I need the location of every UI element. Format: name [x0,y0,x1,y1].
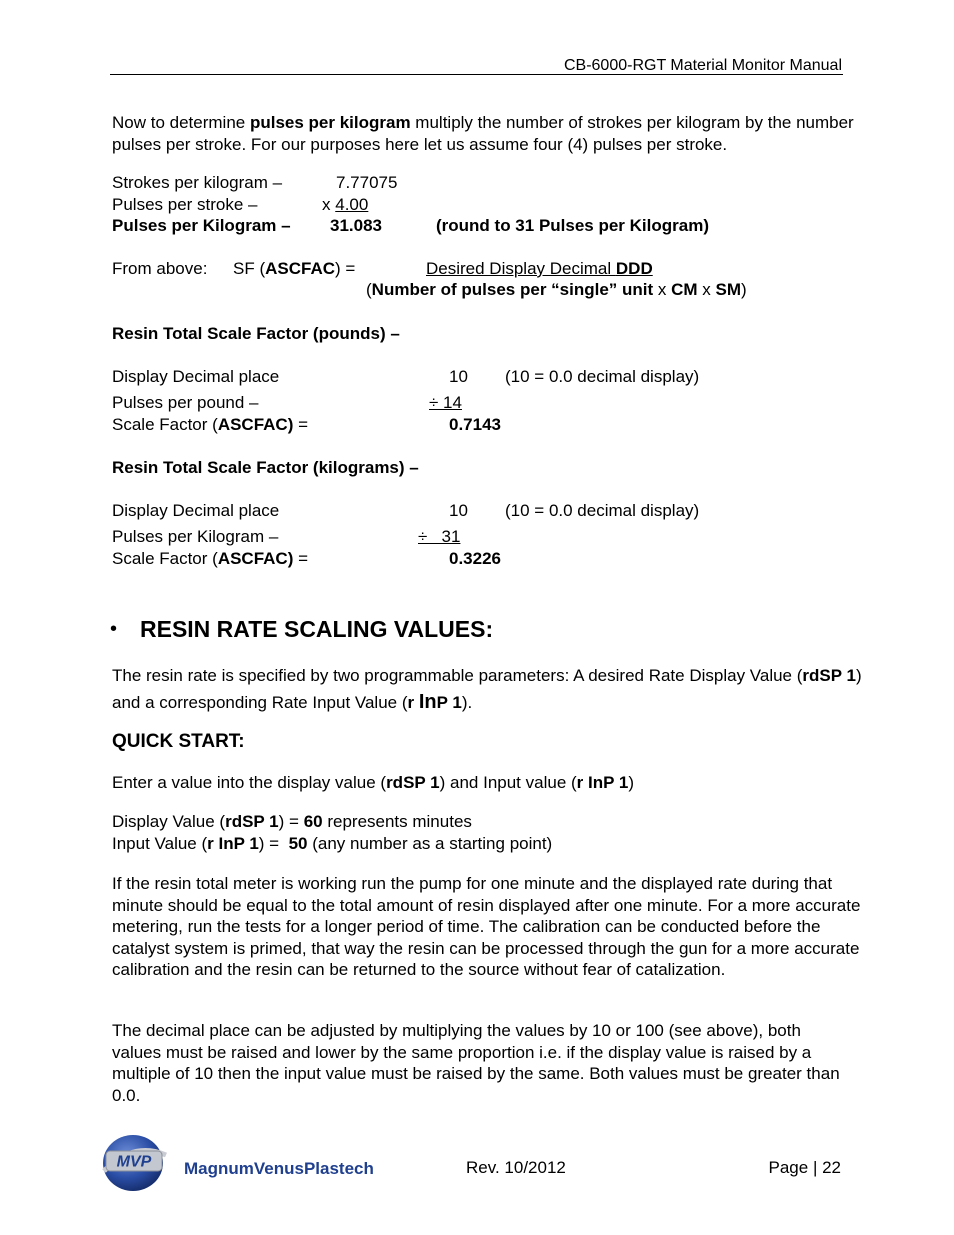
sf-pre: SF ( [233,259,266,278]
q1-bold-1: rdSP 1 [386,773,440,792]
dv-bold-1: rdSP 1 [225,812,279,831]
sf-post: ) = [335,259,356,278]
rate-p-text-1: The resin rate is specified by two programmable parameters: A desired Rate Display Value ( [112,666,803,685]
kg-pk-label: Pulses per Kilogram – [112,527,279,546]
intro-text-2: multiply the number of strokes per kilogram by the number pulses per stroke. For our purposes here let us assume four (4) pulses per stroke. [112,113,854,154]
page-number: Page | 22 [768,1158,841,1177]
den-close: ) [741,280,747,299]
den-bold-2: CM [671,280,698,299]
iv-text-1: Input Value ( [112,834,208,853]
kg-sf-bold: ASCFAC) [217,549,294,568]
display-value-line [112,812,472,832]
logo-company-name: MagnumVenusPlastech [184,1159,374,1178]
strokes-label: Strokes per kilogram – [112,173,283,192]
kg-sf-value: 0.3226 [449,549,501,568]
logo-badge-text: MVP [116,1153,152,1171]
q1-bold-2: r InP 1 [576,773,629,792]
iv-text-2: ) = [258,834,289,853]
quick-paragraph-1: If the resin total meter is working run the pump for one minute and the displayed rate during that minute should be equal to the total amount of resin displayed after one minute. For a more accurate metering, run the tests for a longer period of time. The calibration can be conducted before the catalyst system is primed, that way the resin can be processed through the gun for a more accurate calibration and the resin can be returned to the source without fear of catalization. [112,874,861,979]
numerator-bold: DDD [615,259,653,278]
kg-ddp-value: 10 [449,501,468,520]
pounds-sf-bold: ASCFAC) [217,415,294,434]
rate-p-text-3: ). [461,693,473,712]
pulses-value: 4.00 [335,195,369,214]
pounds-ddp-note: (10 = 0.0 decimal display) [505,367,700,386]
rate-heading: RESIN RATE SCALING VALUES: [140,616,494,642]
header-rule [110,74,843,75]
pounds-sf-post: = [293,415,309,434]
dv-bold-2: 60 [303,812,323,831]
den-bold-1: Number of pulses per “single” unit [371,280,654,299]
ppk-value: 31.083 [330,216,382,235]
kg-sf-label [112,549,308,569]
pounds-sf-value: 0.7143 [449,415,501,434]
numerator-text: Desired Display Decimal [426,259,616,278]
sf-formula [233,259,355,279]
pounds-pp-label: Pulses per pound – [112,393,259,412]
rate-p-text-2: ) and a corresponding Rate Input Value ( [112,666,862,712]
iv-bold-1: r InP 1 [207,834,259,853]
den-bold-3: SM [715,280,742,299]
intro-paragraph [112,112,872,155]
intro-bold: pulses per kilogram [249,113,411,132]
iv-bold-2: 50 [288,834,308,853]
pulses-value-wrap [322,195,368,215]
rate-paragraph [112,662,872,716]
den-x-1: x [653,280,672,299]
formula-denominator [366,280,747,300]
ppk-label: Pulses per Kilogram – [112,216,291,235]
pounds-heading: Resin Total Scale Factor (pounds) – [112,324,400,343]
kg-ddp-note: (10 = 0.0 decimal display) [505,501,700,520]
bullet-icon: • [110,618,118,640]
den-open: ( [366,280,372,299]
sf-bold: ASCFAC [265,259,336,278]
iv-text-3: (any number as a starting point) [307,834,553,853]
intro-text-1: Now to determine [112,113,250,132]
pulses-label: Pulses per stroke – [112,195,258,214]
strokes-value: 7.77075 [336,173,398,192]
den-x-2: x [697,280,716,299]
quick-start-heading: QUICK START: [112,731,245,752]
pounds-sf-label [112,415,308,435]
dv-text-1: Display Value ( [112,812,226,831]
from-above-label: From above: [112,259,208,278]
input-value-line [112,834,552,854]
formula-numerator [426,259,653,279]
company-logo [100,1131,390,1197]
dv-text-3: represents minutes [322,812,472,831]
rate-p-bold-2c: P 1 [436,693,462,712]
pounds-ddp-label: Display Decimal place [112,367,280,386]
revision: Rev. 10/2012 [466,1158,566,1177]
rate-p-bold-2b: In [418,691,437,713]
pounds-ddp-value: 10 [449,367,468,386]
kg-sf-post: = [293,549,309,568]
kg-pk-value: ÷ 31 [418,527,461,546]
q1-text-2: ) and Input value ( [439,773,577,792]
pounds-pp-value: ÷ 14 [429,393,462,412]
header-title: CB-6000-RGT Material Monitor Manual [563,57,842,74]
q1-text-3: ) [628,773,634,792]
rate-p-bold-1: rdSP 1 [802,666,856,685]
kg-sf-pre: Scale Factor ( [112,549,218,568]
quick-line-1 [112,773,634,793]
pounds-sf-pre: Scale Factor ( [112,415,218,434]
kg-ddp-label: Display Decimal place [112,501,280,520]
kilograms-heading: Resin Total Scale Factor (kilograms) – [112,458,419,477]
dv-text-2: ) = [278,812,304,831]
quick-paragraph-2: The decimal place can be adjusted by multiplying the values by 10 or 100 (see above), both values must be raised and lower by the same proportion i.e. if the display value is raised by a multiple of 10 then the input value must be raised by the same. Both values must be greater than 0.0. [112,1021,840,1105]
q1-text-1: Enter a value into the display value ( [112,773,387,792]
pulses-prefix: x [322,195,336,214]
rate-p-bold-2a: r [407,693,419,712]
ppk-note: (round to 31 Pulses per Kilogram) [436,216,709,235]
